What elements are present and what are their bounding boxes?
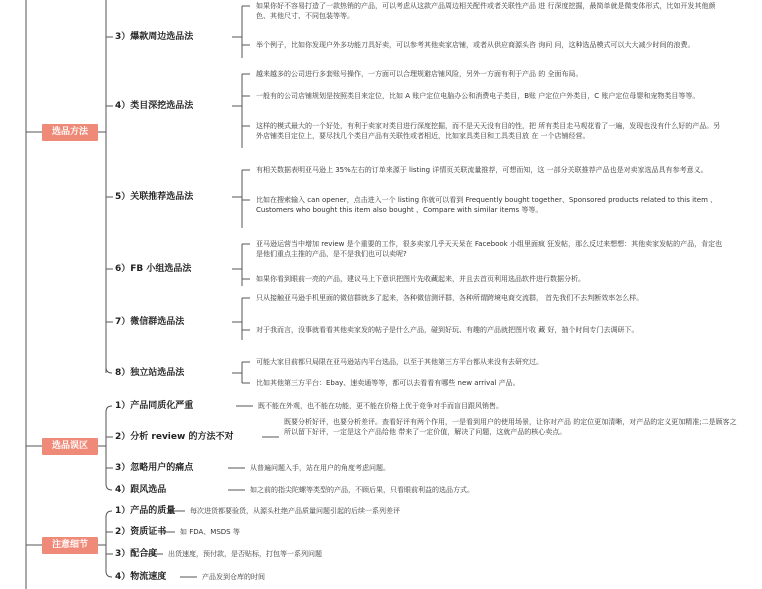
method-independent-site[interactable]: 8）独立站选品法 [115,368,185,378]
note-text: 既要分析好评，也要分析差评。查看好评有两个作用，一是看到用户的使用场景，让你对产品 的定位更加清晰，对产品的定义更加精准;二是顾客之所以留下好评，一定是这个产品给他 带来了一定价值，解决了问题，这就产品的核心卖点。 [284,418,737,436]
method-wechat-group[interactable]: 7）微信群选品法 [115,317,185,327]
category-selection-methods[interactable]: 选品方法 [42,124,98,141]
note-text: 一般有的公司店铺规划是按照类目来定位，比如 A 账户定位电脑办公和消费电子类目，B账 户定位户外类目，C 账户定位母婴和宠物类目等等。 [256,92,700,100]
note-text: 出货速度，预付款，是否贴标，打包等一系列问题 [168,550,322,558]
detail-cooperation[interactable]: 3）配合度 [115,549,158,559]
note-text: 越来越多的公司进行多套账号操作，一方面可以合理规避店铺风险，另外一方面有利于产品 的 全面布局。 [256,70,583,78]
note-text: 有相关数据表明亚马逊上 35%左右的订单来源于 listing 详情页关联流量推荐，可想而知，这 一部分关联推荐产品也是对卖家选品具有参考意义。 [256,166,708,174]
note-text: 如果你好不容易打造了一款热销的产品，可以考虑从这款产品周边相关配件或者关联性产品 进 行深度挖掘，最简单就是微变体形式，比如开发其他颜色、其他尺寸、不同包装等等。 [256,2,716,20]
mistake-homogenization[interactable]: 1）产品同质化严重 [115,401,194,411]
method-category-deep-dive[interactable]: 4）类目深挖选品法 [115,101,194,111]
note-text: 只从接触亚马逊手机里面的微信群就多了起来，各种微信测评群，各种所谓跨境电商交流群， 首先我们不去判断效率怎么样。 [256,294,644,302]
note-text: 产品发到仓库的时间 [202,573,265,581]
note-text: 这样的模式最大的一个好处，有利于卖家对类目进行深度挖掘，而不是天天没有目的性，把 所有类目走马观花看了一遍，发现也没有什么好的产品。另外店铺类目定位上，要尽找几个类目产品有关联性或者相近，比如家具类目和工具类目放 在 一个店铺经营。 [256,122,721,140]
method-fb-group[interactable]: 6）FB 小组选品法 [115,264,192,274]
detail-logistics-speed[interactable]: 4）物流速度 [115,572,167,582]
detail-product-quality[interactable]: 1）产品的质量 [115,506,176,516]
detail-certificates[interactable]: 2）资质证书 [115,527,167,537]
category-selection-mistakes[interactable]: 选品误区 [42,438,98,455]
mistake-review-analysis[interactable]: 2）分析 review 的方法不对 [115,432,234,442]
note-text: 比如在搜索输入 can opener，点击进入一个 listing 你就可以看到 Frequently bought together、Sponsored products related to this item 、Customers who bought this item also bought 、Compare with similar items 等等。 [256,196,718,214]
note-text: 可能大家目前都只局限在亚马逊站内平台选品，以至于其他第三方平台都从来没有去研究过。 [256,358,543,366]
note-text: 比如其他第三方平台：Ebay、速卖通等等，都可以去看看有哪些 new arrival 产品。 [256,379,520,387]
note-text: 亚马逊运营当中增加 review 是个重要的工作，很多卖家几乎天天呆在 Facebook 小组里面疯 狂发帖，那么反过来想想：其他卖家发帖的产品，肯定也是他们重点主推的产品，是不是我们也可以卖呢? [256,240,723,258]
category-attention-details[interactable]: 注意细节 [42,537,98,554]
note-text: 从普遍问题入手，站在用户的角度考虑问题。 [250,464,390,472]
note-text: 如果你看到眼前一亮的产品，建议马上下意识把图片先收藏起来，并且去首页利用选品软件进行数据分析。 [256,275,585,283]
note-text: 每次进货都要验货，从源头杜绝产品质量问题引起的后续一系列差评 [190,507,400,515]
note-text: 既不能在外观，也不能在功能，更不能在价格上优于竞争对手而盲目跟风销售。 [258,402,503,410]
note-text: 如 FDA、MSDS 等 [180,528,240,536]
method-hot-product-peripheral[interactable]: 3）爆款周边选品法 [115,32,194,42]
note-text: 对于我而言，没事就看看其他卖家发的帖子是什么产品，碰到好玩、有趣的产品就把图片收 藏 好，抽个时间专门去调研下。 [256,326,639,334]
note-text: 举个例子，比如你发现户外多功能刀具好卖，可以参考其他卖家店铺，或者从供应商源头咨 询问 问，这种选品模式可以大大减少时间的浪费。 [256,41,695,49]
note-text: 如之前的指尖陀螺等类型的产品，不顾后果，只看眼前利益的选品方式。 [250,486,474,494]
mistake-ignore-pain-points[interactable]: 3）忽略用户的痛点 [115,463,194,473]
mistake-follow-trend[interactable]: 4）跟风选品 [115,485,167,495]
method-related-recommendation[interactable]: 5）关联推荐选品法 [115,192,194,202]
